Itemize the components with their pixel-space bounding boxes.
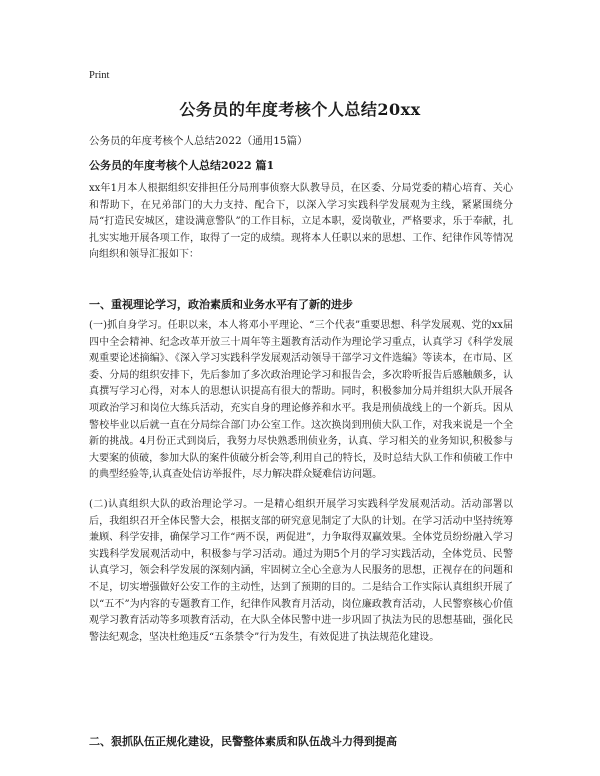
print-link[interactable]: Print	[89, 70, 110, 81]
document-subtitle: 公务员的年度考核个人总结2022（通用15篇）	[89, 135, 308, 147]
paragraph-team-study: (二)认真组织大队的政治理论学习。一是精心组织开展学习实践科学发展观活动。活动部署以后，我组织召开全体民警大会，根据支部的研究意见制定了大队的计划。在学习活动中坚持统筹兼顾、科学安排，确保学习工作“两不误，两促进”，力争取得双赢效果。全体党员纷纷融入学习实践科学发展观活动中，积极参与学习活动。通过为期5个月的学习实践活动，全体党员、民警认真学习，领会科学发展的深刻内涵，牢固树立全心全意为人民服务的思想，正视存在的问题和不足，切实增强做好公安工作的主动性，达到了预期的目的。二是结合工作实际认真组织开展了以“五不”为内容的专题教育工作，纪律作风教育月活动，岗位廉政教育活动，人民警察核心价值观学习教育活动等多项教育活动，在大队全体民警中进一步巩固了执法为民的思想基础，强化民警法纪观念，坚决杜绝违反“五条禁令”行为发生，有效促进了执法规范化建设。	[89, 499, 513, 643]
intro-paragraph: xx年1月本人根据组织安排担任分局刑事侦察大队教导员，在区委、分局党委的精心培育、关心和帮助下，在兄弟部门的大力支持、配合下，以深入学习实践科学发展观为主线，紧紧围绕分局“打造民安城区，建设满意警队”的工作目标，立足本职，爱岗敬业，严格要求，乐于奉献，扎扎实实地开展各项工作，取得了一定的成绩。现将本人任职以来的思想、工作、纪律作风等情况向组织和领导汇报如下：	[89, 183, 513, 261]
heading-team-building: 二、狠抓队伍正规化建设，民警整体素质和队伍战斗力得到提高	[89, 735, 397, 748]
paragraph-self-study: (一)抓自身学习。任职以来，本人将邓小平理论、“三个代表”重要思想、科学发展观、党的xx届四中全会精神、纪念改革开放三十周年等主题教育活动作为理论学习重点，认真学习《科学发展观重要论述摘编》、《深入学习实践科学发展观活动领导干部学习文件选编》等读本，在市局、区委、分局的组织安排下，先后参加了多次政治理论学习和报告会，多次聆听报告后感触颇多，认真撰写学习心得，对本人的思想认识提高有很大的帮助。同时，积极参加分局并组织大队开展各项政治学习和岗位大练兵活动，充实自身的理论修养和水平。我是刑侦战线上的一个新兵。因从警校毕业以后就一直在分局综合部门办公室工作。这次换岗到刑侦大队工作，对我来说是一个全新的挑战。4月份正式到岗后，我努力尽快熟悉刑侦业务，认真、学习相关的业务知识,积极参与大要案的侦破，参加大队的案件侦破分析会等,利用自己的特长，及时总结大队工作和侦破工作中的典型经验等,认真查处信访举报件，尽力解决群众疑难信访问题。	[89, 320, 513, 481]
page-title: 公务员的年度考核个人总结20xx	[179, 100, 421, 119]
heading-theory-study: 一、重视理论学习，政治素质和业务水平有了新的进步	[89, 298, 353, 311]
section-title: 公务员的年度考核个人总结2022 篇1	[89, 159, 275, 172]
